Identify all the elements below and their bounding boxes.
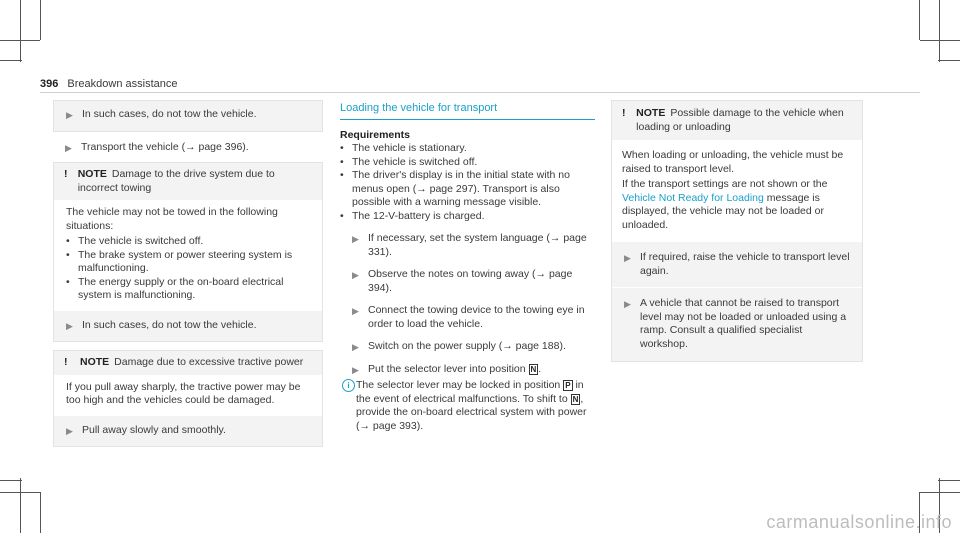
- page-title: Breakdown assistance: [67, 78, 178, 90]
- note-body: When loading or unloading, the vehicle must be raised to transport level. If the transport settings are not shown or the Vehicle Not Ready for Loading message is displayed, the vehicle may not be loaded or unloaded.: [622, 149, 844, 231]
- list-item: • The 12-V-battery is charged.: [340, 210, 595, 224]
- step-arrow-icon: ▶: [66, 425, 73, 436]
- note-step: ▶ If required, raise the vehicle to transport level again.: [612, 242, 862, 287]
- arrow-right-icon: →: [549, 232, 564, 244]
- arrow-right-icon: →: [535, 268, 549, 280]
- crop-mark: [40, 0, 41, 40]
- info-item: i The selector lever may be locked in position P in the event of electrical malfunctions. To shift to N , provide the on-board electrical system with power (→ page 393).: [340, 379, 595, 433]
- note-step: ▶ In such cases, do not tow the vehicle.: [54, 311, 322, 342]
- page-reference-link[interactable]: page 396: [198, 140, 243, 153]
- note-title: Damage due to excessive tractive power: [114, 356, 304, 368]
- crop-mark: [939, 0, 940, 62]
- note-title: Damage to the drive system due to incorrect towing: [77, 168, 275, 194]
- note-header: [54, 351, 322, 375]
- list-item: • The energy supply or the on-board electrical system is malfunctioning.: [66, 276, 312, 303]
- note-box: [53, 162, 323, 342]
- list-item: • The vehicle is switched off.: [340, 156, 595, 170]
- crop-mark: [920, 492, 960, 493]
- step-arrow-icon: ▶: [624, 299, 631, 309]
- crop-mark: [40, 492, 41, 533]
- crop-mark: [0, 480, 22, 481]
- step-arrow-icon: ▶: [352, 270, 359, 280]
- step-arrow-icon: ▶: [352, 342, 359, 352]
- note-label: NOTE: [636, 107, 666, 119]
- crop-mark: [919, 0, 920, 40]
- crop-mark: [20, 0, 21, 62]
- step-item: ▶ Switch on the power supply (→ page 188).: [340, 340, 595, 354]
- note-header: [54, 163, 322, 200]
- warning-icon: !: [64, 168, 68, 180]
- step-arrow-icon: ▶: [352, 364, 359, 375]
- step-arrow-icon: ▶: [624, 253, 631, 263]
- page-header: [40, 78, 177, 92]
- page-reference-link[interactable]: page 393: [372, 419, 417, 432]
- requirements-heading: Requirements: [340, 128, 411, 141]
- step-item: ▶ If necessary, set the system language (→ page 331).: [352, 232, 587, 258]
- arrow-right-icon: →: [502, 340, 516, 352]
- note-body: The vehicle may not be towed in the following situations: • The vehicle is switched off. • The brake system or power steering system is malfunctioning. • The energy supply or the on-board electrical system is malfunctioning.: [54, 200, 322, 307]
- arrow-right-icon: →: [185, 140, 199, 153]
- page-reference-link[interactable]: page 394: [368, 268, 573, 294]
- arrow-right-icon: →: [359, 419, 373, 432]
- step-item: ▶ Connect the towing device to the towing eye in order to load the vehicle.: [352, 304, 585, 330]
- crop-mark: [20, 478, 21, 533]
- step-arrow-icon: ▶: [66, 110, 73, 120]
- note-label: NOTE: [80, 356, 110, 368]
- list-item: • The vehicle is stationary.: [340, 142, 595, 156]
- step-item: ▶ Observe the notes on towing away (→ page 394).: [352, 268, 573, 294]
- list-item: • The driver's display is in the initial state with no menus open (→ page 297). Transport is also possible with a warning message visible.: [340, 169, 595, 210]
- step-item: ▶ Transport the vehicle (→ page 396).: [53, 141, 323, 155]
- page-reference-link[interactable]: page 188: [515, 340, 560, 352]
- page-number: 396: [40, 78, 59, 90]
- crop-mark: [0, 60, 22, 61]
- note-box: [611, 100, 863, 362]
- note-box: [53, 350, 323, 447]
- crop-mark: [938, 480, 960, 481]
- note-body: If you pull away sharply, the tractive power may be too high and the vehicles could be damaged.: [66, 380, 301, 406]
- column-left: [53, 100, 323, 447]
- crop-mark: [920, 40, 960, 41]
- warning-icon: !: [64, 356, 68, 368]
- watermark: carmanualsonline.info: [766, 511, 952, 532]
- step-box: [53, 100, 323, 132]
- section-rule: [340, 119, 595, 120]
- step-item: ▶ Put the selector lever into position N .: [340, 363, 595, 377]
- column-middle: [340, 102, 595, 433]
- note-step: ▶ Pull away slowly and smoothly.: [54, 416, 322, 447]
- note-step: ▶ A vehicle that cannot be raised to transport level may not be loaded or unloaded using a ramp. Consult a qualified specialist workshop.: [612, 287, 862, 361]
- note-title: Possible damage to the vehicle when loading or unloading: [636, 107, 844, 133]
- section-title: Loading the vehicle for transport: [340, 102, 498, 114]
- header-rule: [40, 92, 920, 93]
- crop-mark: [938, 60, 960, 61]
- gear-n-key: N: [530, 364, 537, 374]
- step-arrow-icon: ▶: [352, 234, 359, 244]
- gear-p-key: P: [565, 381, 571, 390]
- column-right: [611, 100, 863, 362]
- step-arrow-icon: ▶: [352, 306, 359, 316]
- note-label: NOTE: [77, 168, 107, 180]
- warning-icon: !: [622, 107, 626, 119]
- page-reference-link[interactable]: page 331: [368, 232, 587, 258]
- note-header: [612, 101, 862, 140]
- info-icon: i: [342, 379, 355, 392]
- gear-n-key: N: [572, 394, 579, 404]
- step-item: ▶ In such cases, do not tow the vehicle.: [54, 108, 312, 122]
- step-arrow-icon: ▶: [66, 320, 73, 331]
- step-arrow-icon: ▶: [65, 142, 72, 153]
- list-item: • The vehicle is switched off.: [66, 235, 312, 249]
- display-message: Vehicle Not Ready for Loading: [622, 191, 764, 204]
- list-item: • The brake system or power steering system is malfunctioning.: [66, 249, 312, 276]
